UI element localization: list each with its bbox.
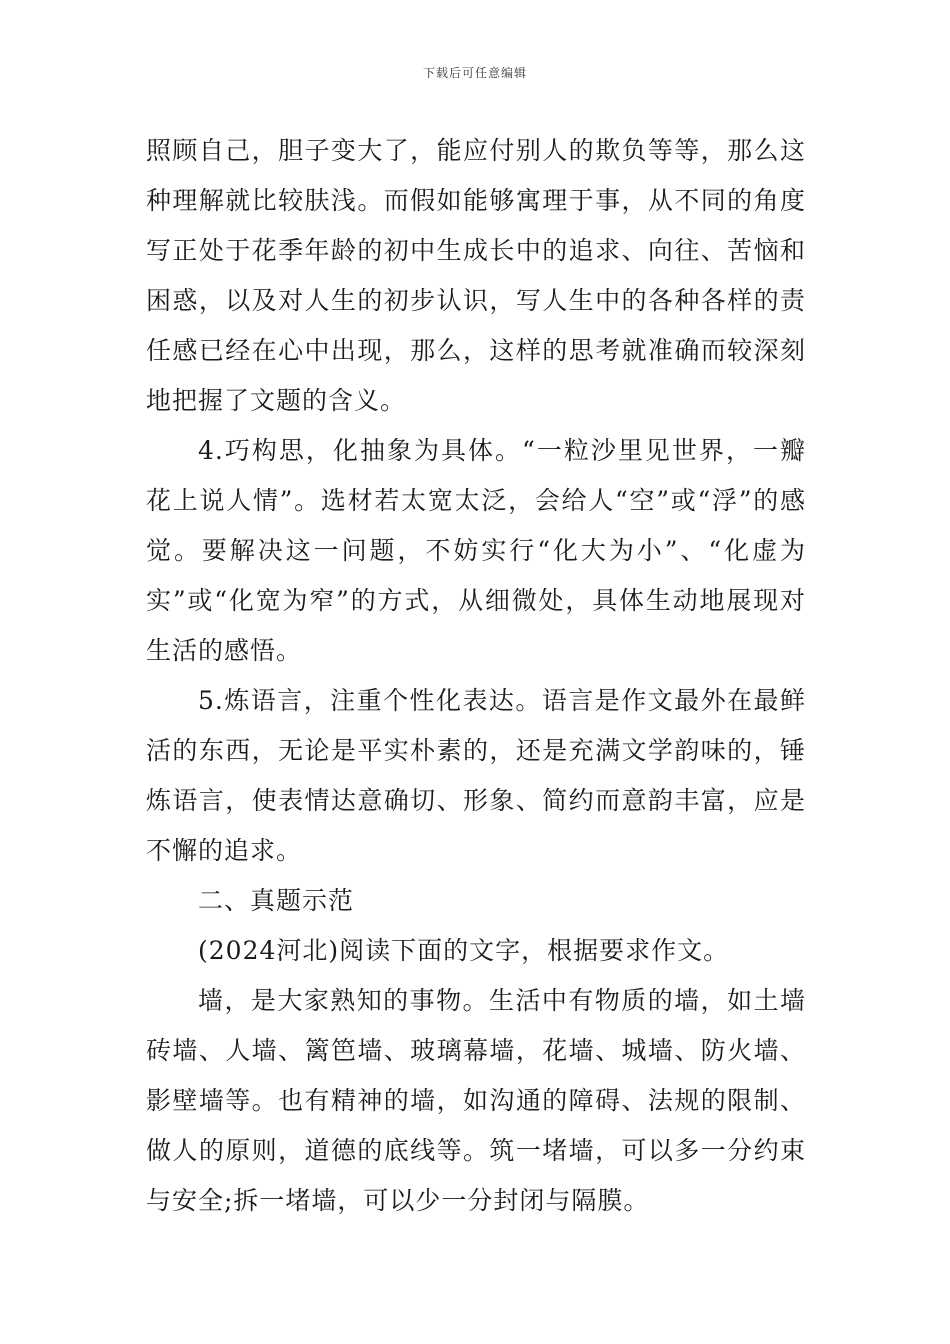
document-body bbox=[146, 126, 806, 1226]
paragraph-point-5: 5.炼语言，注重个性化表达。语言是作文最外在最鲜活的东西，无论是平实朴素的，还是充满文学韵味的，锤炼语言，使表情达意确切、形象、简约而意韵丰富，应是不懈的追求。 bbox=[146, 686, 806, 865]
header-note: 下载后可任意编辑 bbox=[422, 66, 527, 80]
paragraph-continuation: 照顾自己，胆子变大了，能应付别人的欺负等等，那么这种理解就比较肤浅。而假如能够寓理于事，从不同的角度写正处于花季年龄的初中生成长中的追求、向往、苦恼和困惑，以及对人生的初步认识，写人生中的各种各样的责任感已经在心中出现，那么，这样的思考就准确而较深刻地把握了文题的含义。 bbox=[146, 136, 806, 415]
section-heading: 二、真题示范 bbox=[198, 886, 355, 915]
prompt-paragraph: 墙，是大家熟知的事物。生活中有物质的墙，如土墙砖墙、人墙、篱笆墙、玻璃幕墙，花墙、城墙、防火墙、影壁墙等。也有精神的墙，如沟通的障碍、法规的限制、做人的原则，道德的底线等。筑一堵墙，可以多一分约束与安全;拆一堵墙，可以少一分封闭与隔膜。 bbox=[146, 986, 806, 1215]
exam-source-line: (2024河北)阅读下面的文字，根据要求作文。 bbox=[198, 936, 730, 965]
paragraph-point-4: 4.巧构思，化抽象为具体。“一粒沙里见世界，一瓣花上说人情”。选材若太宽太泛，会给人“空”或“浮”的感觉。要解决这一问题，不妨实行“化大为小”、“化虚为实”或“化宽为窄”的方式，从细微处，具体生动地展现对生活的感悟。 bbox=[146, 436, 806, 665]
